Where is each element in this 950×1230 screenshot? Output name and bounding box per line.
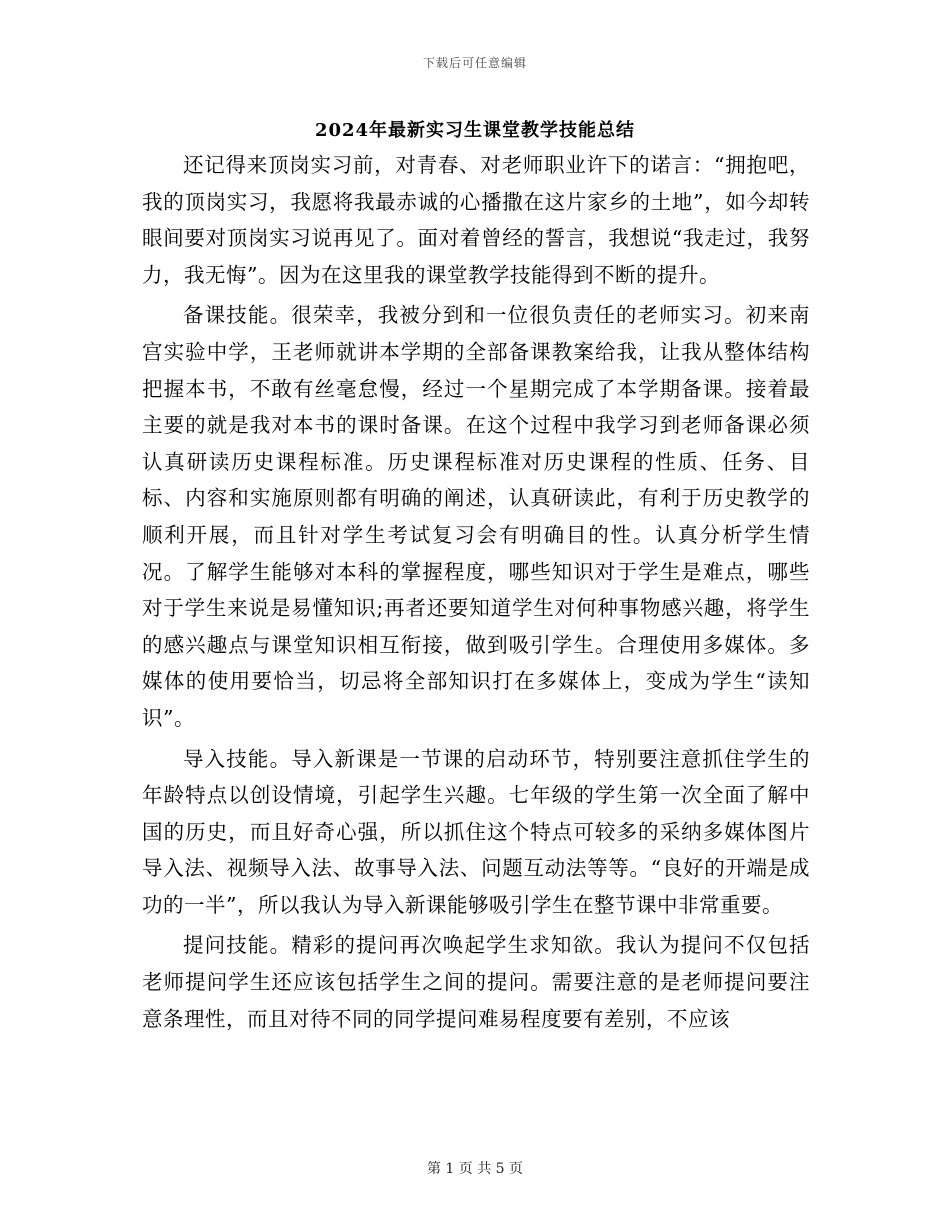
- paragraph-lesson-prep: 备课技能。很荣幸，我被分到和一位很负责任的老师实习。初来南宫实验中学，王老师就讲本学期的全部备课教案给我，让我从整体结构把握本书，不敢有丝毫怠慢，经过一个星期完成了本学期备课。接着最主要的就是我对本书的课时备课。在这个过程中我学习到老师备课必须认真研读历史课程标准。历史课程标准对历史课程的性质、任务、目标、内容和实施原则都有明确的阐述，认真研读此，有利于历史教学的顺利开展，而且针对学生考试复习会有明确目的性。认真分析学生情况。了解学生能够对本科的掌握程度，哪些知识对于学生是难点，哪些对于学生来说是易懂知识;再者还要知道学生对何种事物感兴趣，将学生的感兴趣点与课堂知识相互衔接，做到吸引学生。合理使用多媒体。多媒体的使用要恰当，切忌将全部知识打在多媒体上，变成为学生“读知识”。: [142, 303, 810, 730]
- paragraph-questioning-skill: 提问技能。精彩的提问再次唤起学生求知欲。我认为提问不仅包括老师提问学生还应该包括学生之间的提问。需要注意的是老师提问要注意条理性，而且对待不同的同学提问难易程度要有差别，不应该: [142, 933, 810, 1031]
- page-number-footer: 第 1 页 共 5 页: [426, 1161, 524, 1177]
- paragraph-introduction-skill: 导入技能。导入新课是一节课的启动环节，特别要注意抓住学生的年龄特点以创设情境，引起学生兴趣。七年级的学生第一次全面了解中国的历史，而且好奇心强，所以抓住这个特点可较多的采纳多媒体图片导入法、视频导入法、故事导入法、问题互动法等等。“良好的开端是成功的一半”，所以我认为导入新课能够吸引学生在整节课中非常重要。: [142, 746, 810, 917]
- paragraph-intro: 还记得来顶岗实习前，对青春、对老师职业许下的诺言：“拥抱吧，我的顶岗实习，我愿将我最赤诚的心播撒在这片家乡的土地”，如今却转眼间要对顶岗实习说再见了。面对着曾经的誓言，我想说“我走过，我努力，我无悔”。因为在这里我的课堂教学技能得到不断的提升。: [142, 153, 810, 287]
- page-header-note: 下载后可任意编辑: [422, 56, 527, 70]
- document-body: [142, 147, 810, 1037]
- document-title: 2024年最新实习生课堂教学技能总结: [314, 120, 636, 141]
